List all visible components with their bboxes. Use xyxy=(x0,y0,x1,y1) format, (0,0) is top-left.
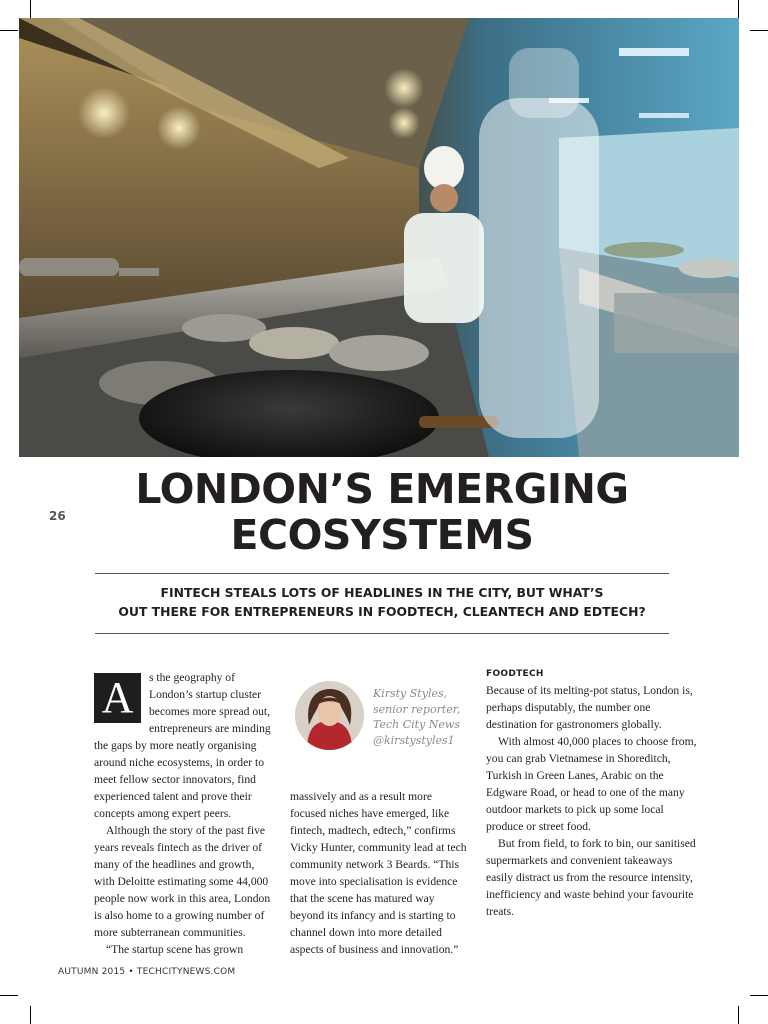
author-name: Kirsty Styles, xyxy=(373,687,448,700)
article-column-3 xyxy=(486,666,698,920)
section-heading: FOODTECH xyxy=(486,669,544,679)
crop-mark xyxy=(750,30,768,31)
standfirst xyxy=(95,583,669,621)
page-title xyxy=(96,466,668,558)
crop-mark xyxy=(738,0,739,18)
paragraph: massively and as a result more focused niches have emerged, like fintech, madtech, edtech,” confirms Vicky Hunter, community lead at tech community network 3 Beards. “This move into specialisation is evidence that the scene has matured way beyond its infancy and is starting to channel down into more detailed aspects of business and innovation.” xyxy=(290,790,467,956)
hero-kitchen-photo xyxy=(19,18,739,457)
paragraph: Because of its melting-pot status, London is, perhaps disputably, the number one destination for gastronomers globally. xyxy=(486,684,693,731)
crop-mark xyxy=(30,0,31,18)
article-column-1 xyxy=(94,669,272,958)
page-footer: AUTUMN 2015 • TECHCITYNEWS.COM xyxy=(58,967,236,977)
title-line-2: ECOSYSTEMS xyxy=(230,511,534,559)
author-handle: @kirstystyles1 xyxy=(373,733,455,747)
divider-bottom xyxy=(95,633,669,634)
author-publication: Tech City News xyxy=(373,718,460,731)
crop-mark xyxy=(30,1006,31,1024)
drop-cap: A xyxy=(94,673,141,723)
article-column-2 xyxy=(290,788,470,958)
crop-mark xyxy=(0,30,18,31)
paragraph: “The startup scene has grown xyxy=(106,943,244,956)
divider-top xyxy=(95,573,669,574)
author-byline xyxy=(373,686,473,748)
standfirst-line-2: OUT THERE FOR ENTREPRENEURS IN FOODTECH, CLEANTECH AND EDTECH? xyxy=(118,604,646,619)
paragraph: s the geography of London’s startup cluster becomes more spread out, entrepreneurs are minding the gaps by more neatly organising around niche ecosystems, in order to meet fellow sector innovators, find experienced talent and prove their concepts among expert peers. xyxy=(94,671,271,820)
paragraph: But from field, to fork to bin, our sanitised supermarkets and convenient takeaways easily distract us from the resource intensity, inefficiency and waste behind your favourite treats. xyxy=(486,837,696,918)
crop-mark xyxy=(0,995,18,996)
author-role: senior reporter, xyxy=(373,702,461,716)
crop-mark xyxy=(738,1006,739,1024)
standfirst-line-1: FINTECH STEALS LOTS OF HEADLINES IN THE CITY, BUT WHAT’S xyxy=(160,585,604,600)
paragraph: With almost 40,000 places to choose from, you can grab Vietnamese in Shoreditch, Turkish in Green Lanes, Arabic on the Edgware Road, or head to one of the many outdoor markets to pick up some local produce or street food. xyxy=(486,735,697,833)
title-line-1: LONDON’S EMERGING xyxy=(135,465,629,513)
author-avatar xyxy=(295,681,364,750)
page-number: 26 xyxy=(49,509,66,523)
crop-mark xyxy=(750,995,768,996)
paragraph: Although the story of the past five years reveals fintech as the driver of many of the headlines and growth, with Deloitte estimating some 44,000 people now work in this area, London is also home to a growing number of more subterranean communities. xyxy=(94,824,271,939)
